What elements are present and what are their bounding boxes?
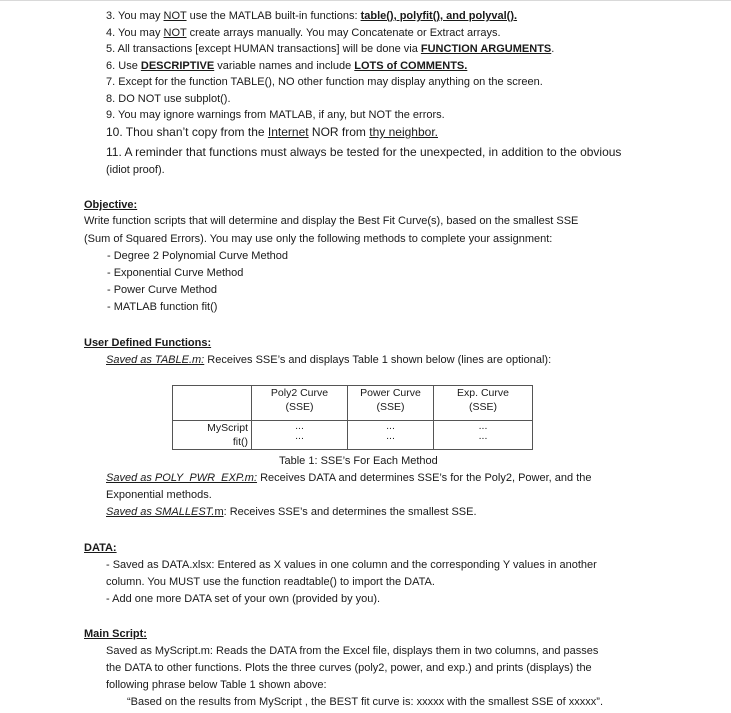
rule-11 xyxy=(106,145,621,159)
table-corner-cell xyxy=(173,386,252,421)
table-cell xyxy=(348,421,434,450)
rule-number: 10. xyxy=(106,125,123,139)
rule-number: 3. xyxy=(106,10,116,22)
table-cell xyxy=(434,421,533,450)
rule-emphasis: Internet xyxy=(267,125,309,139)
rule-10 xyxy=(106,125,438,139)
rule-emphasis: FUNCTION ARGUMENTS xyxy=(420,43,552,55)
cell-value: ... xyxy=(478,420,488,432)
header-text: Power Curve xyxy=(360,387,421,399)
file-description: Receives SSE’s and displays Table 1 shown below (lines are optional): xyxy=(204,354,552,366)
rule-5 xyxy=(106,42,554,56)
page-top-border xyxy=(0,0,731,1)
file-name: Saved as SMALLEST. xyxy=(106,506,215,518)
cell-value: ... xyxy=(386,430,395,442)
rule-text: Use xyxy=(115,60,141,72)
table-header-exp xyxy=(434,386,533,421)
file-description: : Receives SSE’s and determines the smallest SSE. xyxy=(223,506,477,518)
rule-4 xyxy=(106,26,501,40)
objective-line-2: (Sum of Squared Errors). You may use only the following methods to complete your assignment: xyxy=(84,233,553,245)
file-name: Saved as POLY_PWR_EXP.m: xyxy=(106,472,258,484)
header-text: (SSE) xyxy=(468,401,497,413)
rule-emphasis: LOTS of COMMENTS. xyxy=(354,60,468,72)
rule-emphasis: NOT xyxy=(163,10,187,22)
rule-6 xyxy=(106,59,467,73)
poly-pwr-exp-description xyxy=(106,471,591,485)
table-header-power xyxy=(348,386,434,421)
table-header-poly2 xyxy=(252,386,348,421)
rule-emphasis: table(), polyfit(), and polyval(). xyxy=(360,10,518,22)
main-script-line-1: Saved as MyScript.m: Reads the DATA from the Excel file, displays them in two columns, and passes xyxy=(106,645,599,657)
data-line-2: column. You MUST use the function readtable() to import the DATA. xyxy=(106,576,435,588)
file-name: Saved as TABLE.m: xyxy=(106,354,205,366)
method-power: - Power Curve Method xyxy=(107,284,218,296)
row-label-text: fit() xyxy=(232,436,248,448)
cell-value: ... xyxy=(295,420,304,432)
main-script-line-3: following phrase below Table 1 shown above: xyxy=(106,679,327,691)
rule-text: variable names and include xyxy=(214,60,355,72)
table-m-description xyxy=(106,353,551,367)
method-exponential: - Exponential Curve Method xyxy=(107,267,244,279)
header-text: (SSE) xyxy=(376,401,405,413)
rule-text: use the MATLAB built-in functions: xyxy=(186,10,361,22)
header-text: (SSE) xyxy=(285,401,314,413)
cell-value: ... xyxy=(295,430,304,442)
poly-pwr-exp-description-2: Exponential methods. xyxy=(106,489,212,501)
rule-text: NOR from xyxy=(308,125,370,139)
sse-table xyxy=(172,385,533,450)
rule-number: 8. xyxy=(106,93,116,105)
rule-number: 7. xyxy=(106,76,116,88)
table-cell xyxy=(252,421,348,450)
rule-emphasis: NOT xyxy=(163,27,187,39)
rule-text: Except for the function TABLE(), NO other function may display anything on the screen. xyxy=(115,76,543,88)
cell-value: ... xyxy=(386,420,395,432)
data-line-1: - Saved as DATA.xlsx: Entered as X values in one column and the corresponding Y values in another xyxy=(106,559,597,571)
header-text: Exp. Curve xyxy=(457,387,509,399)
table-caption: Table 1: SSE’s For Each Method xyxy=(279,455,438,467)
header-text: Poly2 Curve xyxy=(270,387,329,399)
udf-heading: User Defined Functions: xyxy=(84,337,212,349)
main-script-heading: Main Script: xyxy=(84,628,147,640)
rule-7 xyxy=(106,75,543,89)
smallest-description xyxy=(106,505,477,519)
rule-number: 4. xyxy=(106,27,116,39)
rule-text: Thou shan’t copy from the xyxy=(122,125,268,139)
objective-line-1: Write function scripts that will determine and display the Best Fit Curve(s), based on the smallest SSE xyxy=(84,215,579,227)
method-fit: - MATLAB function fit() xyxy=(107,301,218,313)
data-line-3: - Add one more DATA set of your own (provided by you). xyxy=(106,593,381,605)
main-script-line-2: the DATA to other functions. Plots the three curves (poly2, power, and exp.) and prints (displays) the xyxy=(106,662,592,674)
table-header-row xyxy=(173,386,533,421)
rule-8 xyxy=(106,92,231,106)
rule-text: You may ignore warnings from MATLAB, if any, but NOT the errors. xyxy=(115,109,445,121)
table-row-label xyxy=(173,421,252,450)
rule-text: All transactions [except HUMAN transactions] will be done via xyxy=(115,43,421,55)
rule-text: DO NOT use subplot(). xyxy=(115,93,231,105)
method-poly2: - Degree 2 Polynomial Curve Method xyxy=(107,250,288,262)
objective-heading: Objective: xyxy=(84,199,138,211)
row-label-text: MyScript xyxy=(207,422,248,434)
rule-emphasis: thy neighbor. xyxy=(369,125,438,139)
rule-emphasis: DESCRIPTIVE xyxy=(140,60,215,72)
rule-text: A reminder that functions must always be tested for the unexpected, in addition to the obvious xyxy=(121,145,622,159)
main-script-quote: “Based on the results from MyScript , the BEST fit curve is: xxxxx with the smallest SSE of xxxxx”. xyxy=(127,696,604,708)
rule-11-continued: (idiot proof). xyxy=(106,164,165,176)
rule-9 xyxy=(106,108,445,122)
rule-number: 5. xyxy=(106,43,116,55)
file-description: Receives DATA and determines SSE’s for the Poly2, Power, and the xyxy=(257,472,592,484)
rule-text: . xyxy=(551,43,555,55)
data-heading: DATA: xyxy=(84,542,117,554)
rule-number: 6. xyxy=(106,60,116,72)
rule-text: You may xyxy=(115,27,164,39)
table-row xyxy=(173,421,533,450)
rule-text: create arrays manually. You may Concatenate or Extract arrays. xyxy=(186,27,501,39)
rule-text: You may xyxy=(115,10,164,22)
rule-number: 11. xyxy=(106,145,122,159)
cell-value: ... xyxy=(478,430,488,442)
rule-3 xyxy=(106,9,517,23)
file-extension: m xyxy=(214,506,224,518)
rule-number: 9. xyxy=(106,109,116,121)
